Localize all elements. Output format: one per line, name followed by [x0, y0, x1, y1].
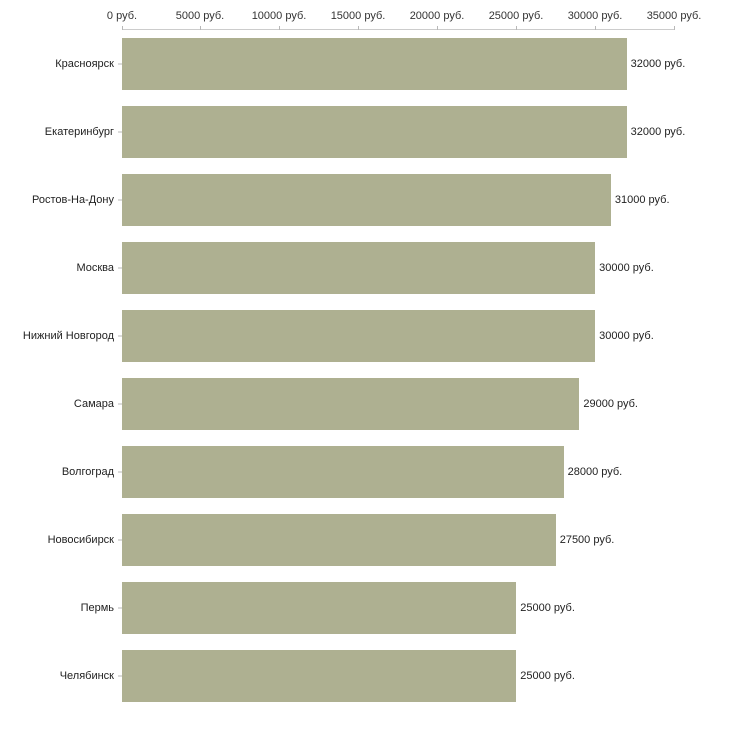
bar-value-label: 32000 руб. — [630, 126, 686, 138]
bar — [122, 38, 627, 90]
bar-row — [0, 438, 730, 506]
category-label: Красноярск — [55, 58, 114, 70]
category-label: Пермь — [80, 602, 114, 614]
bar-row — [0, 642, 730, 710]
bar-value-label: 29000 руб. — [583, 398, 638, 410]
bar-value-label: 28000 руб. — [567, 466, 623, 478]
bar — [122, 310, 595, 362]
x-axis-tick-label: 30000 руб. — [567, 10, 623, 22]
bar-row — [0, 234, 730, 302]
category-label: Нижний Новгород — [22, 330, 114, 342]
bar-value-label: 30000 руб. — [599, 330, 654, 342]
bar — [122, 650, 516, 702]
bar-value-label: 32000 руб. — [630, 58, 686, 70]
bar-row — [0, 98, 730, 166]
category-label: Самара — [73, 398, 114, 410]
bar — [122, 174, 611, 226]
bar-value-label: 27500 руб. — [559, 534, 615, 546]
bar-value-label: 25000 руб. — [520, 602, 575, 614]
x-axis-tick-label: 10000 руб. — [251, 10, 307, 22]
plot-area — [0, 30, 730, 720]
bar — [122, 582, 516, 634]
bar-row — [0, 166, 730, 234]
x-axis-tick-label: 0 руб. — [106, 10, 138, 22]
bar-row — [0, 574, 730, 642]
category-label: Новосибирск — [47, 534, 114, 546]
bar — [122, 378, 579, 430]
x-axis-tick-label: 5000 руб. — [175, 10, 225, 22]
x-axis-tick-label: 35000 руб. — [646, 10, 702, 22]
category-label: Ростов-На-Дону — [31, 194, 114, 206]
bar-row — [0, 30, 730, 98]
bar-value-label: 31000 руб. — [614, 194, 670, 206]
category-label: Волгоград — [61, 466, 114, 478]
bar-value-label: 30000 руб. — [599, 262, 654, 274]
x-axis-tick-label: 25000 руб. — [488, 10, 544, 22]
x-axis-tick-label: 15000 руб. — [330, 10, 386, 22]
bar-row — [0, 506, 730, 574]
bar — [122, 106, 627, 158]
bar — [122, 446, 564, 498]
category-label: Екатеринбург — [44, 126, 114, 138]
x-axis — [0, 0, 730, 30]
category-label: Москва — [76, 262, 114, 274]
x-axis-tick-label: 20000 руб. — [409, 10, 465, 22]
bar — [122, 514, 556, 566]
bar-row — [0, 370, 730, 438]
bar — [122, 242, 595, 294]
bar-row — [0, 302, 730, 370]
bar-value-label: 25000 руб. — [520, 670, 575, 682]
category-label: Челябинск — [59, 670, 114, 682]
